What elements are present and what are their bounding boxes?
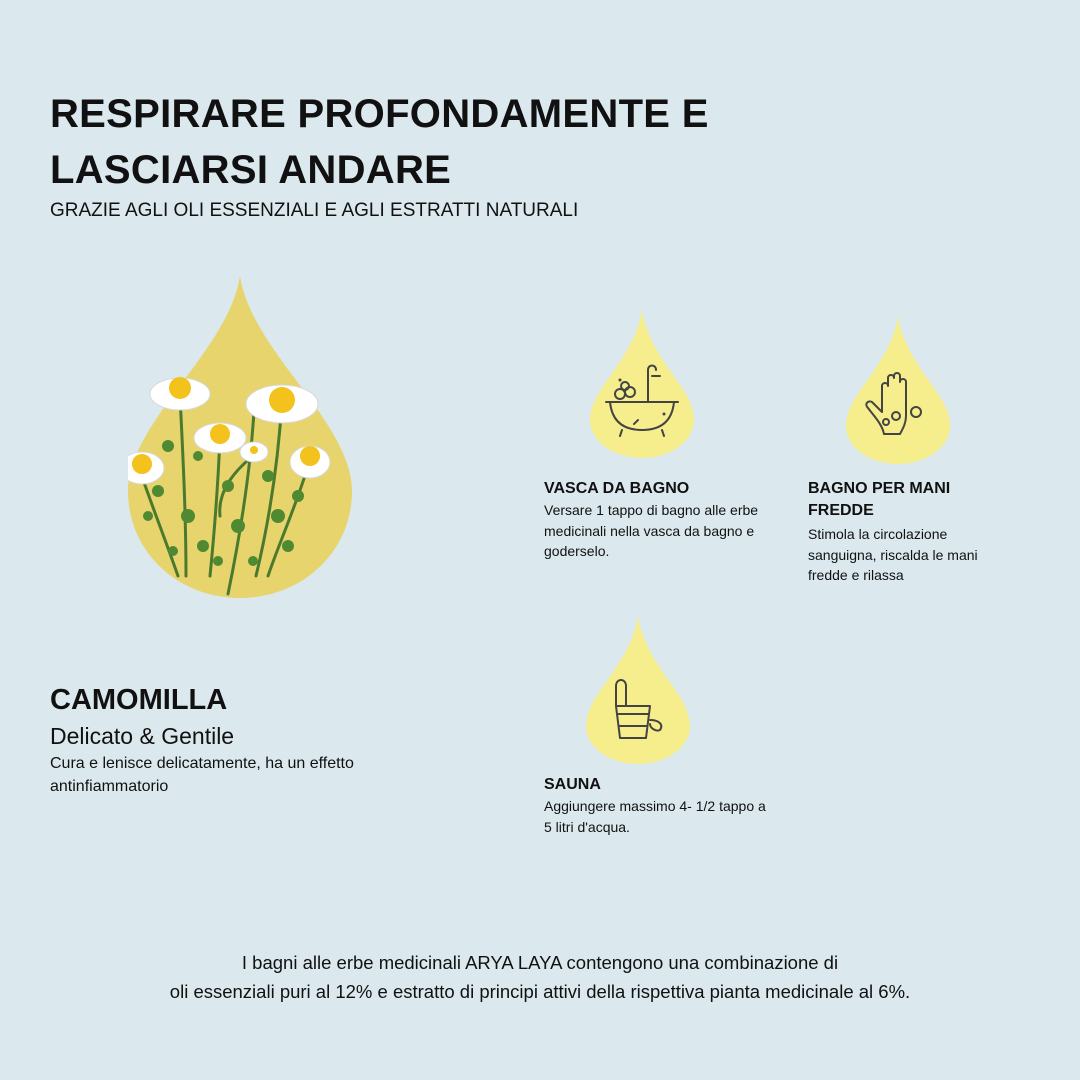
- footer-line-2: oli essenziali puri al 12% e estratto di principi attivi della rispettiva pianta medicinale al 6%.: [169, 981, 911, 1002]
- use-text-mani: Stimola la circolazione sanguigna, riscalda le mani fredde e rilassa: [808, 526, 978, 583]
- title-line-1: RESPIRARE PROFONDAMENTE E: [50, 92, 709, 136]
- hand-icon: [846, 316, 950, 464]
- product-description: Cura e lenisce delicatamente, ha un effetto antinfiammatorio: [50, 755, 354, 795]
- use-text-vasca: Versare 1 tappo di bagno alle erbe medicinali nella vasca da bagno e goderselo.: [544, 502, 759, 559]
- bathtub-icon: [590, 310, 694, 458]
- use-title-sauna: SAUNA: [544, 776, 601, 793]
- use-text-sauna: Aggiungere massimo 4- 1/2 tappo a 5 litri d'acqua.: [544, 798, 766, 835]
- product-tagline: Delicato & Gentile: [50, 723, 235, 749]
- use-title-vasca: VASCA DA BAGNO: [544, 480, 690, 497]
- use-title-mani: BAGNO PER MANI FREDDE: [808, 480, 951, 519]
- footer-line-1: I bagni alle erbe medicinali ARYA LAYA contengono una combinazione di: [241, 952, 839, 973]
- sauna-bucket-icon: [586, 616, 690, 764]
- chamomile-drop-illustration: [128, 276, 352, 598]
- footer-note: [60, 948, 1020, 1006]
- page-subtitle: GRAZIE AGLI OLI ESSENZIALI E AGLI ESTRATTI NATURALI: [50, 200, 579, 221]
- page-title: [50, 86, 810, 198]
- title-line-2: LASCIARSI ANDARE: [50, 148, 452, 192]
- product-name: CAMOMILLA: [50, 684, 228, 716]
